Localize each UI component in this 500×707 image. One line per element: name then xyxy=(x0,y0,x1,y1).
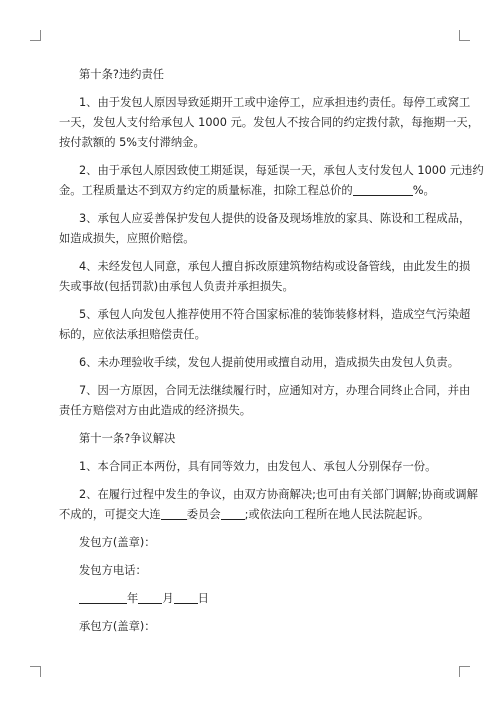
crop-mark-top-left xyxy=(30,30,41,41)
paragraph-line: 如造成损失，应照价赔偿。 xyxy=(59,232,195,245)
date-line xyxy=(59,589,447,609)
paragraph-line: 标的，应依法承担赔偿责任。 xyxy=(59,328,206,341)
text-run: ;或依法向工程所在地人民法院起诉。 xyxy=(244,508,430,521)
section-heading-10: 第十条?违约责任 xyxy=(79,68,165,81)
paragraph-line: 失或事故(包括罚款)由承包人负责并承担损失。 xyxy=(59,280,294,293)
paragraph-line: 6、未办理验收手续，发包人提前使用或擅自动用，造成损失由发包人负责。 xyxy=(79,356,459,369)
crop-mark-bottom-left xyxy=(30,666,41,677)
signature-label-employer: 发包方(盖章)： xyxy=(79,536,156,549)
paragraph-line: 4、未经发包人同意，承包人擅自拆改原建筑物结构或设备管线，由此发生的损 xyxy=(79,260,471,273)
paragraph-line: 7、因一方原因，合同无法继续履行时，应通知对方，办理合同终止合同，并由 xyxy=(79,384,471,397)
year-label: 年 xyxy=(127,592,139,605)
day-blank[interactable] xyxy=(174,591,198,604)
month-label: 月 xyxy=(162,592,174,605)
text-run: 金。工程质量达不到双方约定的质量标准，扣除工程总价的 xyxy=(59,184,353,197)
month-blank[interactable] xyxy=(138,591,162,604)
fill-in-blank[interactable] xyxy=(353,183,413,196)
paragraph-line: 按付款额的 5%支付滞纳金。 xyxy=(59,136,205,149)
text-run: 不成的，可提交大连 xyxy=(59,508,161,521)
paragraph-line: 2、由于承包人原因致使工期延误，每延误一天，承包人支付发包人 1000 元违约 xyxy=(79,164,484,177)
text-run: 委员会 xyxy=(186,508,221,521)
section-heading-11: 第十一条?争议解决 xyxy=(79,432,176,445)
paragraph-line: 1、本合同正本两份，具有同等效力，由发包人、承包人分别保存一份。 xyxy=(79,460,437,473)
text-run: %。 xyxy=(412,184,435,197)
crop-mark-bottom-right xyxy=(459,666,470,677)
paragraph-line: 责任方赔偿对方由此造成的经济损失。 xyxy=(59,404,252,417)
paragraph-line xyxy=(59,505,447,525)
paragraph-line: 3、承包人应妥善保护发包人提供的设备及现场堆放的家具、陈设和工程成品， xyxy=(79,212,471,225)
paragraph-line xyxy=(59,181,447,201)
paragraph-line: 5、承包人向发包人推荐使用不符合国家标准的装饰装修材料，造成空气污染超 xyxy=(79,308,471,321)
paragraph-line: 2、在履行过程中发生的争议，由双方协商解决;也可由有关部门调解;协商或调解 xyxy=(79,488,478,501)
document-body xyxy=(59,65,484,637)
fill-in-blank[interactable] xyxy=(221,507,245,520)
year-blank[interactable] xyxy=(79,591,127,604)
fill-in-blank[interactable] xyxy=(161,507,187,520)
paragraph-line: 一天，发包人支付给承包人 1000 元。发包人不按合同的约定拨付款，每拖期一天， xyxy=(59,116,480,129)
crop-mark-top-right xyxy=(459,30,470,41)
paragraph-line: 1、由于发包人原因导致延期开工或中途停工，应承担违约责任。每停工或窝工 xyxy=(79,96,471,109)
phone-label-employer: 发包方电话： xyxy=(79,564,147,577)
day-label: 日 xyxy=(197,592,209,605)
signature-label-contractor: 承包方(盖章)： xyxy=(79,620,156,633)
